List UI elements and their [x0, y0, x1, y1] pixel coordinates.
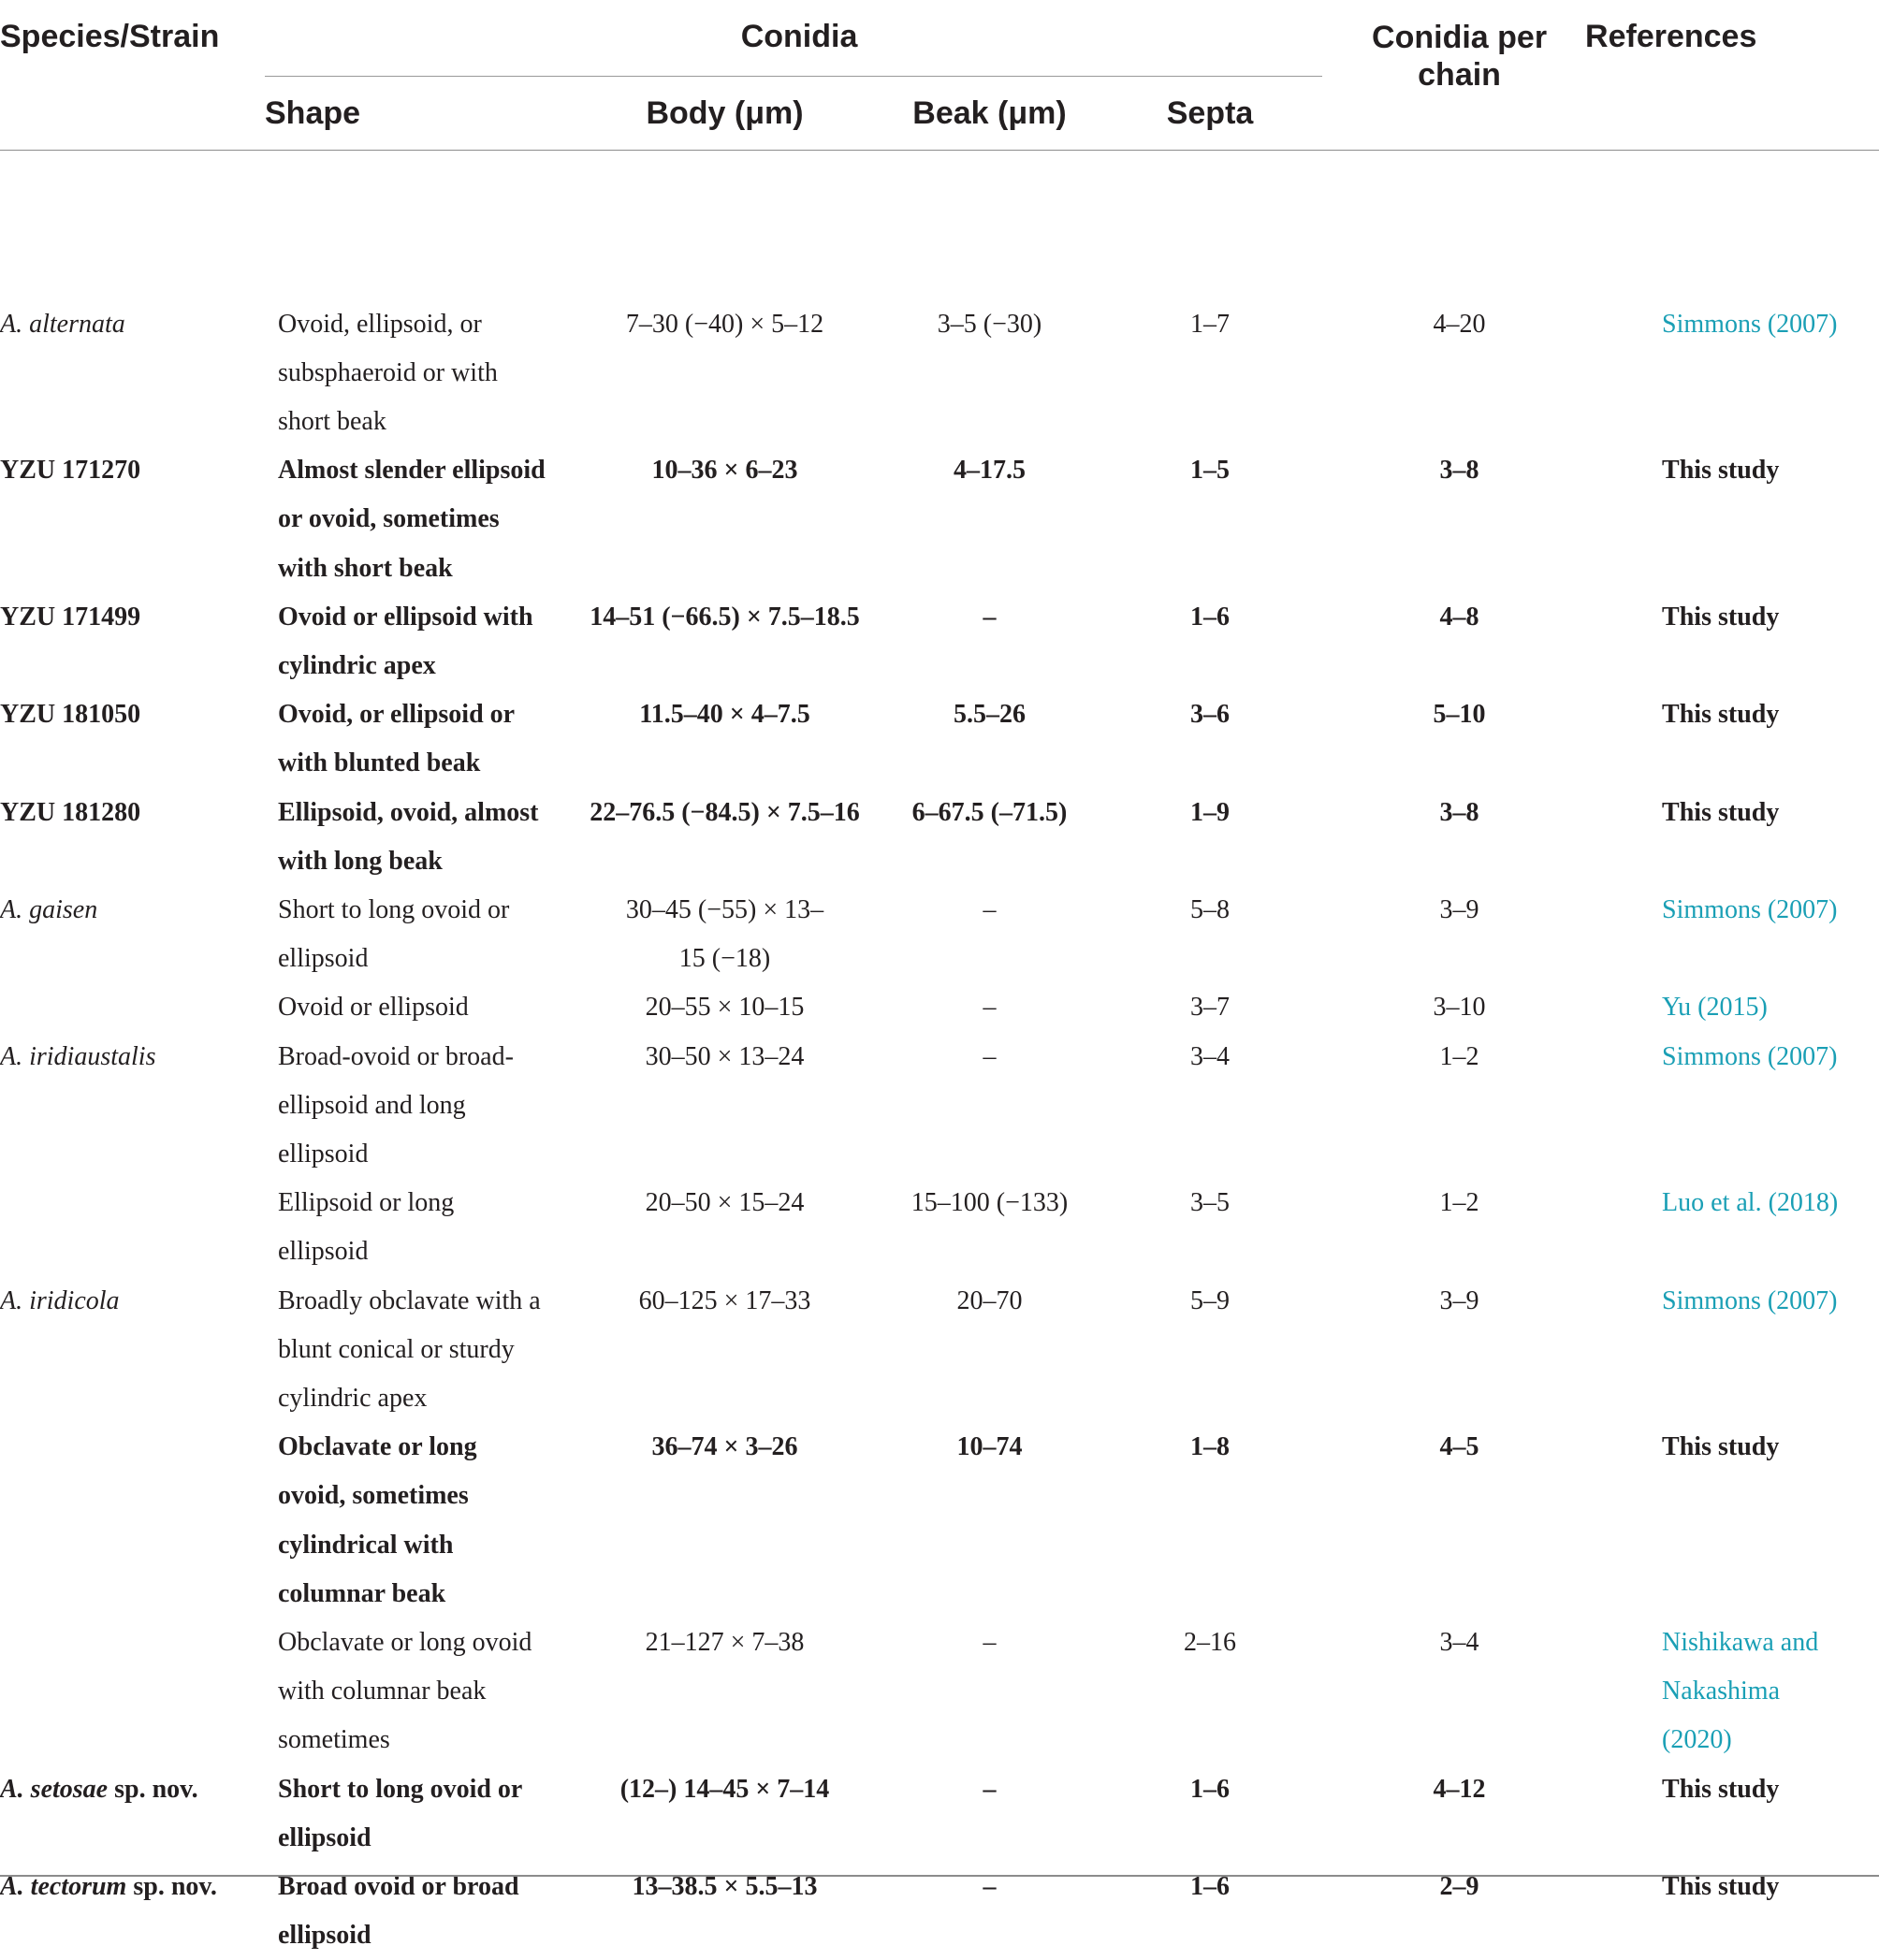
- table-row: [0, 446, 1879, 593]
- table-row: [0, 1765, 1879, 1863]
- cell-reference: This study: [1662, 700, 1780, 730]
- cell-body: 36–74 × 3–26: [651, 1432, 798, 1462]
- cell-beak: –: [983, 1041, 997, 1071]
- cell-shape: Broadly obclavate with a blunt conical or sturdy cylindric apex: [278, 1285, 541, 1413]
- cell-body: 7–30 (−40) × 5–12: [625, 309, 824, 339]
- table-row: [0, 983, 1879, 1032]
- cell-body: 14–51 (−66.5) × 7.5–18.5: [590, 602, 860, 632]
- table-row: [0, 1179, 1879, 1276]
- cell-beak: 6–67.5 (–71.5): [911, 797, 1068, 827]
- cell-species: A. alternata: [0, 309, 125, 339]
- cell-shape: Broad ovoid or broad ellipsoid: [278, 1872, 519, 1951]
- table-row: [0, 886, 1879, 983]
- cell-shape: Ellipsoid, ovoid, almost with long beak: [278, 797, 539, 876]
- cell-beak: 4–17.5: [954, 456, 1026, 486]
- cell-shape: Short to long ovoid or ellipsoid: [278, 1774, 522, 1852]
- cell-species: YZU 181280: [0, 797, 141, 827]
- cell-species: A. setosae sp. nov.: [0, 1774, 198, 1804]
- cell-body: 10–36 × 6–23: [651, 456, 798, 486]
- cell-beak: 20–70: [956, 1285, 1023, 1315]
- header-cpc-line1: Conidia per: [1372, 20, 1548, 55]
- cell-beak: –: [983, 1872, 997, 1901]
- cell-body: 30–45 (−55) × 13–15 (−18): [625, 894, 824, 974]
- cell-body: 20–50 × 15–24: [645, 1188, 805, 1218]
- cell-conidia-per-chain: 3–9: [1439, 1285, 1479, 1315]
- header-beak: Beak (μm): [893, 77, 1086, 150]
- cell-reference-link[interactable]: Simmons (2007): [1662, 1285, 1838, 1315]
- cell-beak: 5.5–26: [954, 700, 1026, 730]
- cell-species: YZU 171270: [0, 456, 141, 486]
- cell-shape: Ovoid or ellipsoid: [278, 993, 469, 1023]
- cell-conidia-per-chain: 3–10: [1433, 993, 1486, 1023]
- cell-species: YZU 181050: [0, 700, 141, 730]
- cell-reference-link[interactable]: Nishikawa and Nakashima (2020): [1662, 1627, 1819, 1755]
- header-septa: Septa: [1086, 77, 1333, 150]
- cell-beak: –: [983, 894, 997, 924]
- header-species: Species/Strain: [0, 0, 265, 150]
- cell-reference-link[interactable]: Simmons (2007): [1662, 309, 1838, 339]
- cell-shape: Almost slender ellipsoid or ovoid, sometimes with short beak: [278, 456, 546, 583]
- cell-septa: 3–6: [1190, 700, 1231, 730]
- cell-reference: This study: [1662, 602, 1780, 632]
- cell-septa: 2–16: [1184, 1627, 1237, 1657]
- cell-beak: 3–5 (−30): [937, 309, 1042, 339]
- header-references: References: [1585, 0, 1879, 150]
- cell-beak: 10–74: [956, 1432, 1023, 1462]
- cell-conidia-per-chain: 4–5: [1439, 1432, 1479, 1462]
- cell-shape: Short to long ovoid or ellipsoid: [278, 894, 510, 974]
- cell-conidia-per-chain: 5–10: [1433, 700, 1486, 730]
- cell-conidia-per-chain: 3–4: [1439, 1627, 1479, 1657]
- cell-reference-link[interactable]: Simmons (2007): [1662, 1041, 1838, 1071]
- cell-conidia-per-chain: 3–9: [1439, 894, 1479, 924]
- cell-septa: 5–8: [1190, 894, 1231, 924]
- cell-septa: 1–7: [1190, 309, 1231, 339]
- cell-beak: –: [983, 1627, 997, 1657]
- cell-species: A. tectorum sp. nov.: [0, 1872, 217, 1901]
- cell-body: 30–50 × 13–24: [645, 1041, 805, 1071]
- cell-species: [0, 983, 265, 1032]
- table-row: [0, 1619, 1879, 1765]
- cell-species: [0, 1423, 265, 1619]
- cell-reference: This study: [1662, 1774, 1780, 1804]
- header-cpc-line2: chain: [1418, 57, 1501, 93]
- table-row: [0, 593, 1879, 690]
- cell-shape: Ellipsoid or long ellipsoid: [278, 1188, 455, 1267]
- cell-shape: Obclavate or long ovoid, sometimes cylindrical with columnar beak: [278, 1432, 477, 1608]
- cell-conidia-per-chain: 1–2: [1439, 1041, 1479, 1071]
- cell-septa: 1–8: [1190, 1432, 1231, 1462]
- cell-species: A. gaisen: [0, 894, 98, 924]
- cell-shape: Obclavate or long ovoid with columnar beak sometimes: [278, 1627, 532, 1755]
- cell-beak: –: [983, 602, 997, 632]
- cell-septa: 1–6: [1190, 1774, 1231, 1804]
- cell-body: 11.5–40 × 4–7.5: [639, 700, 810, 730]
- header-body: Body (μm): [557, 77, 893, 150]
- cell-conidia-per-chain: 4–12: [1433, 1774, 1486, 1804]
- cell-shape: Ovoid, or ellipsoid or with blunted beak: [278, 700, 515, 778]
- cell-reference-link[interactable]: Luo et al. (2018): [1662, 1188, 1839, 1218]
- cell-conidia-per-chain: 2–9: [1439, 1872, 1479, 1901]
- header-conidia: Conidia: [740, 19, 858, 54]
- cell-body: 20–55 × 10–15: [645, 993, 805, 1023]
- cell-septa: 1–9: [1190, 797, 1231, 827]
- cell-species: A. iridiaustalis: [0, 1041, 156, 1071]
- table-bottom-rule: [0, 1875, 1879, 1877]
- cell-body: 13–38.5 × 5.5–13: [632, 1872, 818, 1901]
- cell-septa: 3–7: [1190, 993, 1231, 1023]
- cell-conidia-per-chain: 3–8: [1439, 797, 1479, 827]
- cell-reference-link[interactable]: Yu (2015): [1662, 993, 1768, 1023]
- cell-shape: Broad-ovoid or broad-ellipsoid and long ellipsoid: [278, 1041, 514, 1169]
- table-row: [0, 1033, 1879, 1180]
- table-row: [0, 150, 1879, 446]
- cell-septa: 5–9: [1190, 1285, 1231, 1315]
- cell-conidia-per-chain: 3–8: [1439, 456, 1479, 486]
- table-row: [0, 1863, 1879, 1960]
- cell-shape: Ovoid or ellipsoid with cylindric apex: [278, 602, 533, 680]
- cell-shape: Ovoid, ellipsoid, or subsphaeroid or with short beak: [278, 309, 498, 436]
- cell-beak: –: [983, 1774, 997, 1804]
- cell-septa: 1–6: [1190, 1872, 1231, 1901]
- cell-species: A. iridicola: [0, 1285, 120, 1315]
- cell-reference: This study: [1662, 797, 1780, 827]
- table-row: [0, 1277, 1879, 1424]
- cell-body: 22–76.5 (−84.5) × 7.5–16: [590, 797, 860, 827]
- cell-species: [0, 1619, 265, 1765]
- cell-septa: 1–5: [1190, 456, 1231, 486]
- table-row: [0, 1423, 1879, 1619]
- table-row: [0, 690, 1879, 788]
- cell-septa: 3–4: [1190, 1041, 1231, 1071]
- cell-conidia-per-chain: 1–2: [1439, 1188, 1479, 1218]
- cell-body: 60–125 × 17–33: [638, 1285, 811, 1315]
- cell-conidia-per-chain: 4–20: [1433, 309, 1486, 339]
- cell-reference: This study: [1662, 1432, 1780, 1462]
- cell-species: [0, 1179, 265, 1276]
- table-body: [0, 150, 1879, 1960]
- cell-septa: 1–6: [1190, 602, 1231, 632]
- cell-body: (12–) 14–45 × 7–14: [619, 1774, 830, 1804]
- cell-reference: This study: [1662, 1872, 1780, 1901]
- cell-body: 21–127 × 7–38: [645, 1627, 805, 1657]
- cell-beak: 15–100 (−133): [910, 1188, 1069, 1218]
- cell-reference-link[interactable]: Simmons (2007): [1662, 894, 1838, 924]
- cell-conidia-per-chain: 4–8: [1439, 602, 1479, 632]
- header-shape: Shape: [265, 77, 557, 150]
- table-row: [0, 789, 1879, 886]
- cell-septa: 3–5: [1190, 1188, 1231, 1218]
- header-conidia-per-chain: [1333, 0, 1585, 150]
- cell-beak: –: [983, 993, 997, 1023]
- cell-species: YZU 171499: [0, 602, 141, 632]
- cell-reference: This study: [1662, 456, 1780, 486]
